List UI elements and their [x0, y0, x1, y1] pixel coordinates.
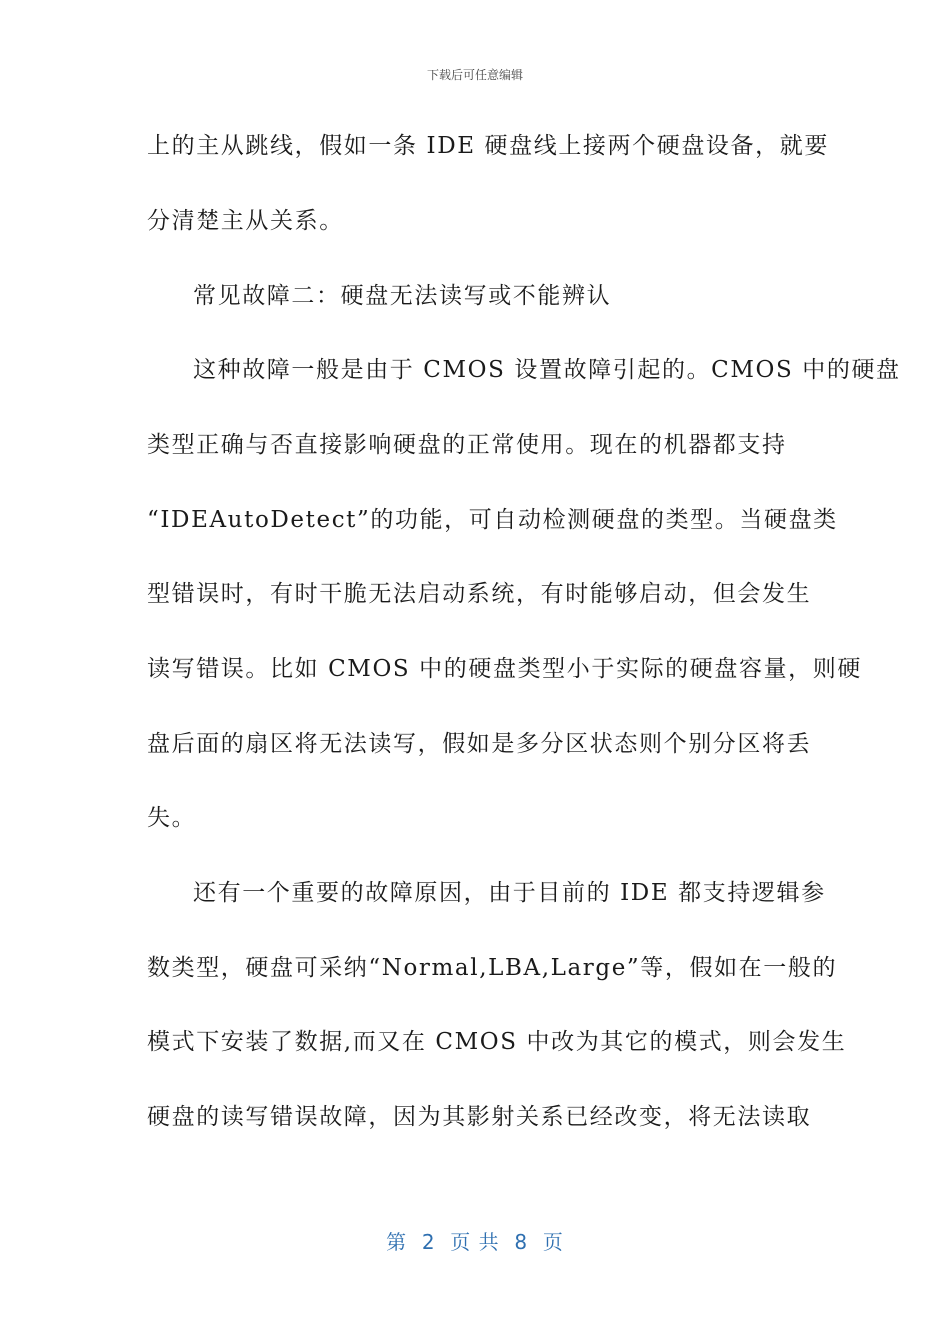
body-line: “IDEAutoDetect”的功能，可自动检测硬盘的类型。当硬盘类 [147, 507, 838, 533]
body-line: 失。 [147, 805, 197, 831]
body-line: 型错误时，有时干脆无法启动系统，有时能够启动，但会发生 [147, 581, 812, 607]
body-line: 还有一个重要的故障原因，由于目前的 IDE 都支持逻辑参 [193, 880, 826, 906]
body-line: 数类型，硬盘可采纳“Normal,LBA,Large”等，假如在一般的 [147, 955, 838, 981]
header-note: 下载后可任意编辑 [426, 68, 523, 82]
page-number-footer: 第 2 页 共 8 页 [386, 1230, 564, 1254]
body-line: 读写错误。比如 CMOS 中的硬盘类型小于实际的硬盘容量，则硬 [147, 656, 862, 682]
body-line: 盘后面的扇区将无法读写，假如是多分区状态则个别分区将丢 [147, 731, 812, 757]
body-line: 分清楚主从关系。 [147, 208, 344, 234]
body-line: 模式下安装了数据,而又在 CMOS 中改为其它的模式，则会发生 [147, 1029, 847, 1055]
body-line: 这种故障一般是由于 CMOS 设置故障引起的。CMOS 中的硬盘 [193, 357, 901, 383]
body-line: 硬盘的读写错误故障，因为其影射关系已经改变，将无法读取 [147, 1104, 812, 1130]
body-line: 上的主从跳线，假如一条 IDE 硬盘线上接两个硬盘设备，就要 [147, 133, 829, 159]
body-line: 类型正确与否直接影响硬盘的正常使用。现在的机器都支持 [147, 432, 787, 458]
section-heading: 常见故障二：硬盘无法读写或不能辨认 [193, 283, 612, 309]
